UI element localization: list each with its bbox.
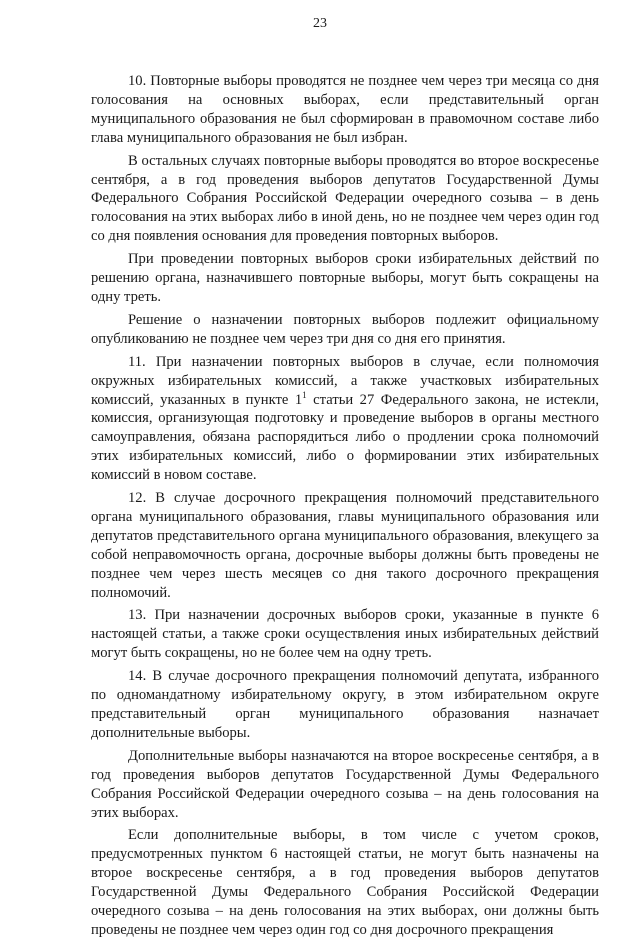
document-body: [91, 72, 599, 944]
paragraph-14: 14. В случае досрочного прекращения полномочий депутата, избранного по одномандатному избирательному округу, в этом избирательном округе представительный орган муниципального образования назначает дополнительные выборы.: [91, 668, 599, 741]
paragraph-12: 12. В случае досрочного прекращения полномочий представительного органа муниципального образования, главы муниципального образования или депутатов представительного органа муниципального образования, влекущего за собой неправомочность органа, досрочные выборы должны быть проведены не позднее чем через шесть месяцев со дня такого досрочного прекращения полномочий.: [91, 490, 599, 601]
paragraph-repeat-elections-date: В остальных случаях повторные выборы проводятся во второе воскресенье сентября, а в год проведения выборов депутатов Государственной Думы Федерального Собрания Российской Федерации очередного созыва – в день голосования на этих выборах либо в иной день, но не позднее чем через один год со дня появления основания для проведения повторных выборов.: [91, 152, 599, 245]
paragraph-11-text-after: статьи 27 Федерального закона, не истекли, комиссия, организующая подготовку и проведение выборов в органы местного самоуправления, обязана распорядиться либо о продлении срока полномочий этих избирательных комиссий, либо о формировании этих избирательных комиссий в новом составе.: [91, 391, 599, 484]
paragraph-11-superscript: 1: [302, 389, 307, 400]
paragraph-11-text-before: 11. При назначении повторных выборов в случае, если полномочия окружных избирательных комиссий, а также участковых избирательных комиссий, указанных в пункте 1: [91, 353, 599, 408]
paragraph-shortened-terms: При проведении повторных выборов сроки избирательных действий по решению органа, назначившего повторные выборы, могут быть сокращены на одну треть.: [91, 251, 599, 305]
paragraph-additional-elections: Дополнительные выборы назначаются на второе воскресенье сентября, а в год проведения выборов депутатов Государственной Думы Федерального Собрания Российской Федерации очередного созыва – на день голосования на этих выборах.: [91, 747, 599, 821]
paragraph-13: 13. При назначении досрочных выборов сроки, указанные в пункте 6 настоящей статьи, а также сроки осуществления иных избирательных действий могут быть сокращены, но не более чем на одну треть.: [91, 607, 599, 662]
page-number: 23: [313, 16, 327, 31]
paragraph-11: [91, 353, 599, 485]
paragraph-publication: Решение о назначении повторных выборов подлежит официальному опубликованию не позднее чем через три дня со дня его принятия.: [91, 311, 599, 347]
paragraph-10: 10. Повторные выборы проводятся не позднее чем через три месяца со дня голосования на основных выборах, если представительный орган муниципального образования не был сформирован в правомочном составе либо глава муниципального образования не был избран.: [91, 73, 599, 146]
paragraph-additional-elections-deadline: Если дополнительные выборы, в том числе с учетом сроков, предусмотренных пунктом 6 настоящей статьи, не могут быть назначены на второе воскресенье сентября, а в год проведения выборов депутатов Государственной Думы Федерального Собрания Российской Федерации очередного созыва – на день голосования на этих выборах, они должны быть проведены не позднее чем через один год со дня досрочного прекращения: [91, 827, 599, 938]
